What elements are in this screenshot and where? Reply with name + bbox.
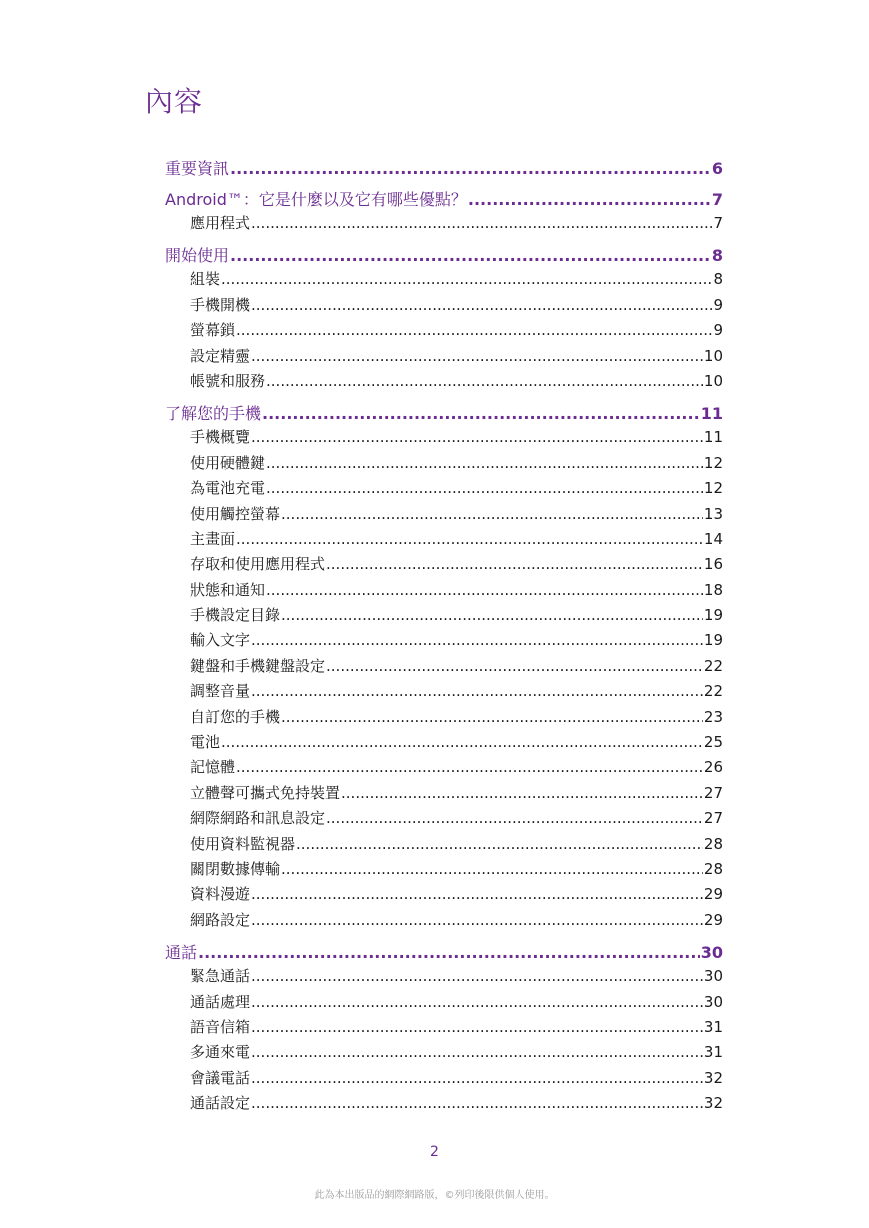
dot-leader — [251, 911, 703, 929]
toc-entry-page: 10 — [703, 371, 723, 390]
toc-entry-label: 鍵盤和手機鍵盤設定 — [190, 656, 326, 675]
toc-heading[interactable] — [165, 243, 723, 268]
dot-leader — [281, 505, 703, 523]
toc-heading[interactable] — [165, 187, 723, 212]
toc-entry-label: 通話 — [165, 943, 198, 963]
toc-item[interactable] — [165, 807, 723, 832]
dot-leader — [251, 347, 703, 365]
toc-entry-label: 手機開機 — [190, 295, 251, 314]
page-number: 2 — [430, 1144, 439, 1160]
toc-entry-page: 30 — [700, 943, 723, 963]
toc-item[interactable] — [165, 1016, 723, 1041]
dot-leader — [236, 321, 712, 339]
toc-item[interactable] — [165, 756, 723, 781]
toc-item[interactable] — [165, 553, 723, 578]
toc-entry-label: 關閉數據傳輸 — [190, 859, 281, 878]
toc-entry-page: 10 — [703, 346, 723, 365]
dot-leader — [326, 809, 703, 827]
toc-section — [165, 940, 723, 1117]
toc-entry-page: 23 — [703, 707, 723, 726]
toc-entry-page: 28 — [703, 859, 723, 878]
toc-entry-page: 12 — [703, 479, 723, 498]
toc-item[interactable] — [165, 426, 723, 451]
toc-item[interactable] — [165, 319, 723, 344]
toc-entry-page: 30 — [703, 967, 723, 986]
dot-leader — [230, 246, 711, 265]
toc-entry-label: 設定精靈 — [190, 346, 251, 365]
toc-section — [165, 187, 723, 237]
dot-leader — [296, 835, 703, 853]
dot-leader — [251, 631, 703, 649]
toc-entry-page: 7 — [711, 190, 723, 209]
toc-entry-page: 9 — [713, 295, 723, 314]
toc-heading[interactable] — [165, 156, 723, 181]
toc-entry-label: 調整音量 — [190, 682, 251, 701]
toc-entry-page: 19 — [703, 631, 723, 650]
toc-entry-page: 30 — [703, 992, 723, 1011]
page-title: 內容 — [145, 85, 204, 118]
dot-leader — [230, 159, 711, 178]
toc-entry-label: 使用硬體鍵 — [190, 453, 266, 472]
toc-section — [165, 401, 723, 934]
toc-entry-page: 7 — [713, 214, 723, 232]
footer-note: 此為本出版品的網際網路版，©列印後限供個人使用。 — [314, 1190, 555, 1201]
toc-item[interactable] — [165, 1041, 723, 1066]
toc-entry-label: 輸入文字 — [190, 631, 251, 650]
toc-entry-page: 29 — [703, 885, 723, 904]
toc-entry-page: 28 — [703, 834, 723, 853]
toc-entry-label: 開始使用 — [165, 246, 230, 266]
toc-item[interactable] — [165, 991, 723, 1016]
dot-leader — [266, 479, 703, 497]
toc-item[interactable] — [165, 212, 723, 237]
toc-entry-page: 32 — [703, 1094, 723, 1113]
toc-item[interactable] — [165, 294, 723, 319]
toc-entry-label: 網際網路和訊息設定 — [190, 809, 326, 828]
dot-leader — [251, 682, 703, 700]
toc-entry-page: 6 — [711, 159, 723, 178]
toc-item[interactable] — [165, 452, 723, 477]
toc-entry-page: 11 — [703, 428, 723, 447]
toc-entry-label: 為電池充電 — [190, 479, 266, 498]
dot-leader — [251, 967, 703, 985]
dot-leader — [251, 1043, 703, 1061]
toc-entry-page: 31 — [703, 1043, 723, 1062]
toc-entry-page: 14 — [703, 529, 723, 548]
toc-item[interactable] — [165, 909, 723, 934]
toc-entry-page: 25 — [703, 733, 723, 752]
toc-item[interactable] — [165, 833, 723, 858]
toc-entry-page: 31 — [703, 1017, 723, 1036]
dot-leader — [326, 657, 703, 675]
toc-entry-page: 8 — [713, 270, 723, 289]
toc-entry-label: 手機概覽 — [190, 428, 251, 447]
toc-heading[interactable] — [165, 401, 723, 426]
toc-section — [165, 156, 723, 181]
toc-entry-page: 22 — [703, 656, 723, 675]
toc-item[interactable] — [165, 579, 723, 604]
toc-entry-page: 12 — [703, 453, 723, 472]
dot-leader — [266, 372, 703, 390]
toc-item[interactable] — [165, 965, 723, 990]
toc-item[interactable] — [165, 370, 723, 395]
toc-section — [165, 243, 723, 395]
toc-entry-page: 22 — [703, 682, 723, 701]
toc-entry-page: 9 — [713, 321, 723, 340]
toc-entry-page: 19 — [703, 606, 723, 625]
dot-leader — [221, 733, 703, 751]
toc-item[interactable] — [165, 268, 723, 293]
toc-entry-label: 會議電話 — [190, 1068, 251, 1087]
dot-leader — [251, 1069, 703, 1087]
toc-entry-label: 通話處理 — [190, 992, 251, 1011]
dot-leader — [198, 943, 700, 962]
toc-entry-label: 電池 — [190, 733, 221, 752]
dot-leader — [341, 784, 703, 802]
toc-entry-label: 帳號和服務 — [190, 371, 266, 390]
toc-entry-label: 重要資訊 — [165, 159, 230, 178]
toc-entry-label: 螢幕鎖 — [190, 321, 236, 340]
toc-item[interactable] — [165, 345, 723, 370]
toc-entry-page: 13 — [703, 504, 723, 523]
dot-leader — [281, 860, 703, 878]
dot-leader — [281, 606, 703, 624]
dot-leader — [236, 530, 703, 548]
toc-entry-label: 通話設定 — [190, 1094, 251, 1113]
toc-item[interactable] — [165, 782, 723, 807]
toc-entry-label: 主畫面 — [190, 529, 236, 548]
toc-entry-label: 應用程式 — [190, 214, 251, 232]
toc-entry-label: 存取和使用應用程式 — [190, 555, 326, 574]
toc-entry-label: 資料漫遊 — [190, 885, 251, 904]
toc-entry-page: 18 — [703, 580, 723, 599]
toc-entry-label: 了解您的手機 — [165, 404, 262, 424]
toc-item[interactable] — [165, 477, 723, 502]
dot-leader — [251, 1018, 703, 1036]
toc-entry-label: 組裝 — [190, 270, 221, 289]
toc-item[interactable] — [165, 528, 723, 553]
toc-entry-label: 網路設定 — [190, 910, 251, 929]
dot-leader — [251, 885, 703, 903]
toc-entry-page: 26 — [703, 758, 723, 777]
toc-entry-page: 16 — [703, 555, 723, 574]
toc-item[interactable] — [165, 731, 723, 756]
dot-leader — [221, 270, 712, 288]
dot-leader — [468, 190, 711, 209]
dot-leader — [326, 555, 703, 573]
toc-entry-label: 手機設定目錄 — [190, 606, 281, 625]
toc-entry-label: Android™：它是什麼以及它有哪些優點？ — [165, 190, 467, 209]
toc-entry-label: 多通來電 — [190, 1043, 251, 1062]
dot-leader — [251, 428, 703, 446]
toc-item[interactable] — [165, 680, 723, 705]
toc-item[interactable] — [165, 503, 723, 528]
dot-leader — [266, 454, 703, 472]
toc-entry-label: 使用資料監視器 — [190, 834, 296, 853]
dot-leader — [251, 296, 712, 314]
dot-leader — [281, 708, 703, 726]
dot-leader — [236, 758, 703, 776]
toc-entry-label: 使用觸控螢幕 — [190, 504, 281, 523]
toc-item[interactable] — [165, 706, 723, 731]
table-of-contents — [165, 156, 723, 1124]
toc-item[interactable] — [165, 629, 723, 654]
toc-item[interactable] — [165, 655, 723, 680]
toc-entry-label: 緊急通話 — [190, 967, 251, 986]
toc-heading[interactable] — [165, 940, 723, 965]
dot-leader — [251, 1094, 703, 1112]
toc-entry-label: 語音信箱 — [190, 1017, 251, 1036]
toc-item[interactable] — [165, 1092, 723, 1117]
toc-entry-page: 11 — [700, 404, 723, 424]
toc-entry-label: 立體聲可攜式免持裝置 — [190, 783, 341, 802]
toc-entry-page: 32 — [703, 1068, 723, 1087]
toc-entry-page: 27 — [703, 783, 723, 802]
toc-item[interactable] — [165, 883, 723, 908]
toc-entry-label: 自訂您的手機 — [190, 707, 281, 726]
dot-leader — [251, 993, 703, 1011]
toc-entry-label: 狀態和通知 — [190, 580, 266, 599]
toc-entry-label: 記憶體 — [190, 758, 236, 777]
toc-item[interactable] — [165, 1067, 723, 1092]
toc-item[interactable] — [165, 604, 723, 629]
dot-leader — [266, 581, 703, 599]
toc-entry-page: 8 — [711, 246, 723, 266]
dot-leader — [262, 404, 700, 423]
dot-leader — [251, 214, 712, 232]
toc-item[interactable] — [165, 858, 723, 883]
toc-entry-page: 29 — [703, 910, 723, 929]
toc-entry-page: 27 — [703, 809, 723, 828]
